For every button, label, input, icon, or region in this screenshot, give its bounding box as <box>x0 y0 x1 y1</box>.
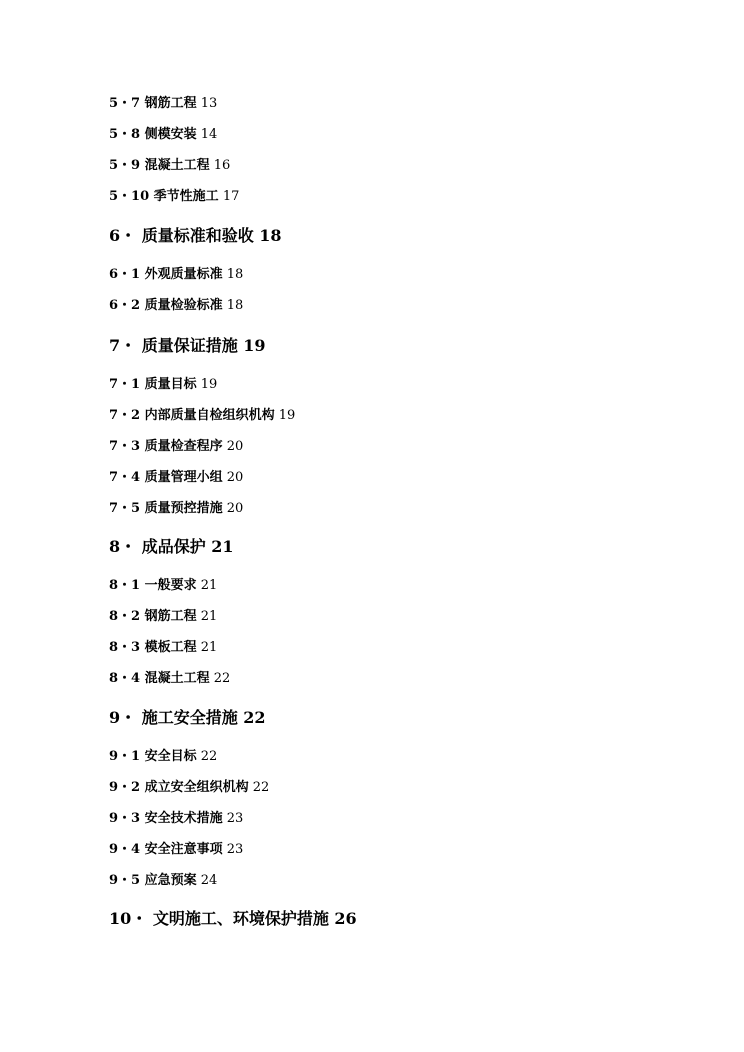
toc-entry-page: 22 <box>200 749 218 764</box>
toc-entry-label: 5・9 混凝土工程 <box>109 158 210 173</box>
toc-entry-label: 8・1 一般要求 <box>109 578 197 593</box>
toc-entry-page: 20 <box>226 439 244 454</box>
toc-entry-7-5[interactable] <box>109 502 243 515</box>
toc-entry-6[interactable] <box>109 228 282 244</box>
toc-entry-page: 20 <box>226 470 244 485</box>
toc-entry-6-2[interactable] <box>109 299 243 312</box>
toc-entry-5-9[interactable] <box>109 159 230 172</box>
toc-entry-page: 22 <box>252 780 270 795</box>
toc-entry-5-10[interactable] <box>109 190 239 203</box>
toc-entry-page: 18 <box>226 298 244 313</box>
toc-entry-7-1[interactable] <box>109 378 217 391</box>
toc-entry-label: 6・1 外观质量标准 <box>109 267 223 282</box>
toc-entry-page: 16 <box>213 158 231 173</box>
toc-entry-label: 5・7 钢筋工程 <box>109 96 197 111</box>
toc-entry-page: 18 <box>259 226 282 245</box>
toc-entry-label: 9・4 安全注意事项 <box>109 842 223 857</box>
toc-entry-label: 7・4 质量管理小组 <box>109 470 223 485</box>
toc-entry-6-1[interactable] <box>109 268 243 281</box>
toc-entry-label: 7・ 质量保证措施 <box>109 336 238 355</box>
toc-entry-page: 24 <box>200 873 218 888</box>
toc-entry-label: 9・2 成立安全组织机构 <box>109 780 249 795</box>
toc-entry-page: 20 <box>226 501 244 516</box>
toc-entry-page: 22 <box>243 708 266 727</box>
toc-entry-9-4[interactable] <box>109 843 243 856</box>
toc-entry-8-2[interactable] <box>109 610 217 623</box>
toc-entry-page: 19 <box>243 336 266 355</box>
toc-entry-page: 17 <box>222 189 240 204</box>
toc-entry-label: 6・ 质量标准和验收 <box>109 226 254 245</box>
toc-entry-7-3[interactable] <box>109 440 243 453</box>
toc-entry-7-2[interactable] <box>109 409 295 422</box>
toc-entry-label: 5・10 季节性施工 <box>109 189 219 204</box>
toc-entry-label: 7・3 质量检查程序 <box>109 439 223 454</box>
toc-entry-label: 5・8 侧模安装 <box>109 127 197 142</box>
toc-entry-label: 8・2 钢筋工程 <box>109 609 197 624</box>
toc-entry-label: 9・3 安全技术措施 <box>109 811 223 826</box>
toc-entry-page: 14 <box>200 127 218 142</box>
toc-entry-page: 21 <box>200 609 218 624</box>
toc-entry-9-3[interactable] <box>109 812 243 825</box>
toc-entry-label: 6・2 质量检验标准 <box>109 298 223 313</box>
toc-entry-8-3[interactable] <box>109 641 217 654</box>
toc-entry-page: 18 <box>226 267 244 282</box>
toc-entry-page: 23 <box>226 811 244 826</box>
toc-entry-page: 13 <box>200 96 218 111</box>
toc-entry-9-5[interactable] <box>109 874 217 887</box>
toc-entry-label: 8・ 成品保护 <box>109 537 206 556</box>
toc-entry-8[interactable] <box>109 539 234 555</box>
toc-entry-9-1[interactable] <box>109 750 217 763</box>
toc-entry-label: 9・1 安全目标 <box>109 749 197 764</box>
toc-entry-5-7[interactable] <box>109 97 217 110</box>
toc-entry-9[interactable] <box>109 710 266 726</box>
toc-entry-label: 9・5 应急预案 <box>109 873 197 888</box>
toc-entry-label: 7・1 质量目标 <box>109 377 197 392</box>
toc-entry-label: 8・4 混凝土工程 <box>109 671 210 686</box>
toc-entry-page: 23 <box>226 842 244 857</box>
toc-entry-page: 26 <box>334 909 357 928</box>
toc-entry-page: 21 <box>200 578 218 593</box>
toc-entry-9-2[interactable] <box>109 781 269 794</box>
toc-entry-label: 9・ 施工安全措施 <box>109 708 238 727</box>
toc-entry-page: 21 <box>211 537 234 556</box>
toc-entry-page: 19 <box>200 377 218 392</box>
toc-entry-label: 7・5 质量预控措施 <box>109 501 223 516</box>
toc-entry-7[interactable] <box>109 338 266 354</box>
toc-entry-5-8[interactable] <box>109 128 217 141</box>
toc-entry-8-1[interactable] <box>109 579 217 592</box>
toc-entry-label: 8・3 模板工程 <box>109 640 197 655</box>
toc-entry-page: 19 <box>278 408 296 423</box>
toc-entry-page: 22 <box>213 671 231 686</box>
toc-entry-8-4[interactable] <box>109 672 230 685</box>
toc-entry-label: 10・ 文明施工、环境保护措施 <box>109 909 329 928</box>
toc-entry-page: 21 <box>200 640 218 655</box>
toc-entry-label: 7・2 内部质量自检组织机构 <box>109 408 275 423</box>
toc-entry-7-4[interactable] <box>109 471 243 484</box>
toc-entry-10[interactable] <box>109 911 357 927</box>
